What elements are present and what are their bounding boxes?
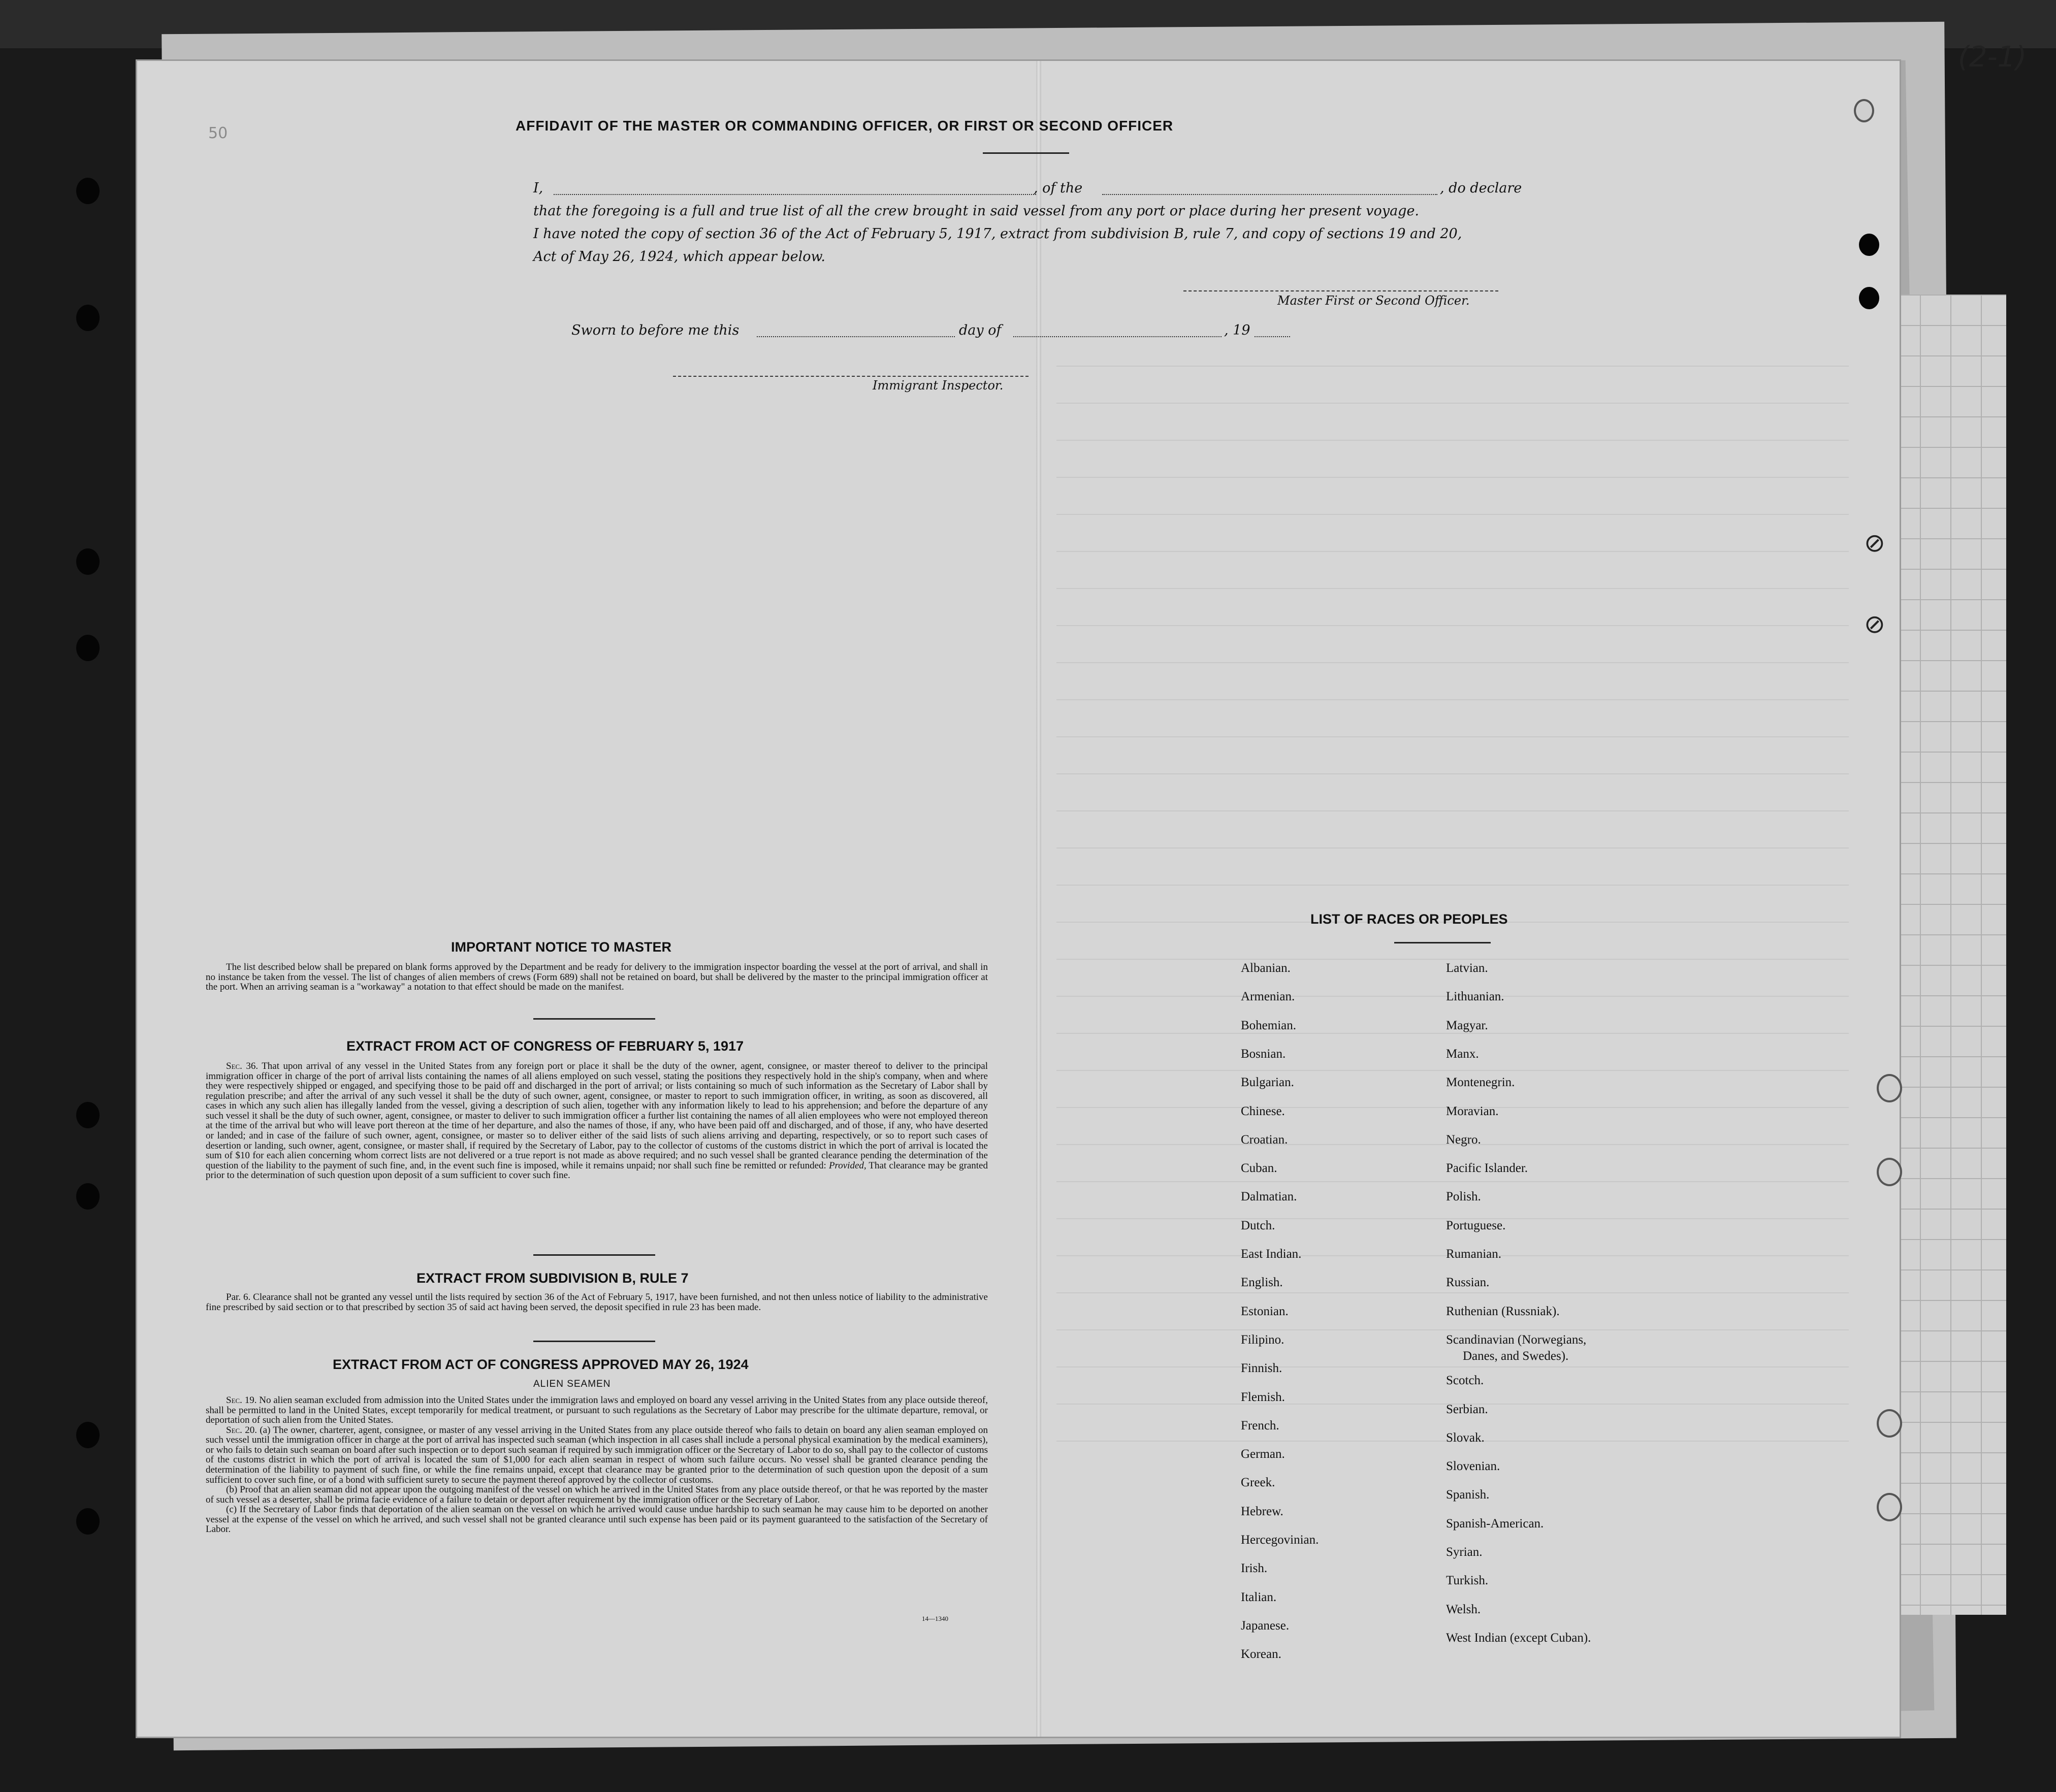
affidavit-of-the: , of the [1034, 180, 1083, 196]
race-item: Dutch. [1241, 1218, 1275, 1232]
affidavit-body-3: Act of May 26, 1924, which appear below. [533, 249, 825, 265]
section-20-label: Sec. 20. [226, 1424, 258, 1436]
race-item: French. [1241, 1418, 1279, 1432]
race-item: Slovak. [1446, 1430, 1485, 1445]
race-item: Manx. [1446, 1047, 1479, 1061]
race-item: Cuban. [1241, 1161, 1277, 1176]
punch-hole [76, 1102, 100, 1128]
race-item: Welsh. [1446, 1602, 1481, 1616]
section-rule [533, 1341, 655, 1342]
race-item: Finnish. [1241, 1361, 1282, 1376]
name-field[interactable] [554, 194, 1036, 195]
race-item: Rumanian. [1446, 1247, 1502, 1261]
year-field[interactable] [1255, 336, 1290, 337]
reinforcement-ring [1877, 1158, 1902, 1186]
race-item: Slovenian. [1446, 1459, 1500, 1474]
extract-1917-title: EXTRACT FROM ACT OF CONGRESS OF FEBRUARY 5, 1917 [346, 1038, 744, 1054]
section-19-label: Sec. 19. [226, 1395, 257, 1406]
race-item: Polish. [1446, 1190, 1481, 1204]
race-item: Bosnian. [1241, 1047, 1286, 1061]
punch-hole [76, 178, 100, 204]
race-item: English. [1241, 1276, 1283, 1290]
section-20a-text: (a) The owner, charterer, agent, consignee, or master of any vessel arriving in the United States from any place outside thereof who fails to detain on board any alien seaman employed on such vessel until the immigration officer in charge at the port of arrival has inspected such seaman (which inspection in all cases shall include a personal physical examination by the medical examiners), or who fails to detain such seaman on board after such inspection or to deport such seaman if required by such immigration officer or the Secretary of Labor to do so, shall pay to the collector of customs of the customs district in which the port of arrival is located the sum of $1,000 for each alien seaman in respect of whom such failure occurs. No vessel shall be granted clearance pending the determination of the liability to payment of such fine, or while the fine remains unpaid, except that clearance may be granted prior to the determination of such question upon the deposit of a sum sufficient to cover such fine, or of a bond with sufficient surety to secure the payment thereof approved by the collector of customs. [206, 1424, 988, 1485]
extract-1924-title: EXTRACT FROM ACT OF CONGRESS APPROVED MAY 26, 1924 [333, 1357, 749, 1372]
race-item: Hercegovinian. [1241, 1533, 1319, 1547]
sworn-day-field[interactable] [757, 336, 955, 337]
margin-number: 50 [208, 124, 228, 142]
race-item: Estonian. [1241, 1304, 1289, 1318]
month-field[interactable] [1013, 336, 1222, 337]
provided-text: That clearance may be granted prior to the determination of such question upon deposit of a sum sufficient to cover such fine. [206, 1160, 988, 1181]
race-item: Spanish. [1446, 1488, 1490, 1502]
punch-hole [76, 1422, 100, 1448]
circled-zero-mark: ⊘ [1864, 609, 1885, 639]
graph-paper-strip [1889, 295, 2006, 1615]
year-label: , 19 [1224, 322, 1250, 338]
race-item: Irish. [1241, 1561, 1268, 1576]
race-item: West Indian (except Cuban). [1446, 1631, 1591, 1645]
race-item: Pacific Islander. [1446, 1161, 1528, 1176]
section-20b: (b) Proof that an alien seaman did not appear upon the outgoing manifest of the vessel on which he arrived in the United States from any place outside thereof, or that he was reported by the master of such vessel as a deserter, shall be prima facie evidence of a failure to detain or deport after requirement by the immigration officer or the Secretary of Labor. [206, 1484, 988, 1505]
punch-hole [76, 1183, 100, 1210]
reinforcement-ring [1877, 1074, 1902, 1102]
punch-hole [1859, 287, 1879, 309]
race-item: Danes, and Swedes). [1463, 1349, 1569, 1363]
race-item: Ruthenian (Russniak). [1446, 1304, 1560, 1318]
race-item: Russian. [1446, 1276, 1490, 1290]
races-title-rule [1394, 942, 1491, 943]
section-20a [206, 1425, 988, 1485]
race-item: Spanish-American. [1446, 1516, 1544, 1530]
race-item: Montenegrin. [1446, 1076, 1515, 1090]
affidavit-declare: , do declare [1440, 180, 1522, 196]
punch-hole [76, 1508, 100, 1535]
race-item: Albanian. [1241, 961, 1291, 975]
section-19 [206, 1395, 988, 1425]
race-item: Magyar. [1446, 1018, 1488, 1032]
race-item: Portuguese. [1446, 1218, 1506, 1232]
extract-1924-body [206, 1395, 988, 1535]
punch-hole [76, 305, 100, 331]
race-item: Syrian. [1446, 1545, 1483, 1559]
vessel-field[interactable] [1102, 194, 1437, 195]
title-rule [983, 152, 1069, 154]
section-rule [533, 1018, 655, 1020]
page-fold [1036, 61, 1041, 1737]
race-item: Latvian. [1446, 961, 1488, 975]
section-19-text: No alien seaman excluded from admission into the United States under the immigration laws and employed on board any vessel arriving in the United States from any place outside thereof, shall be permitted to land in the United States, except temporarily for medical treatment, or pursuant to such regulations as the Secretary of Labor may prescribe for the ultimate departure, removal, or deportation of such alien from the United States. [206, 1395, 988, 1426]
sworn-label: Sworn to before me this [571, 322, 740, 338]
race-item: Japanese. [1241, 1618, 1290, 1633]
race-item: Scotch. [1446, 1374, 1484, 1388]
race-item: Scandinavian (Norwegians, [1446, 1332, 1587, 1347]
race-item: Korean. [1241, 1647, 1281, 1661]
races-title: LIST OF RACES OR PEOPLES [1310, 911, 1508, 927]
inspector-label: Immigrant Inspector. [873, 378, 1004, 393]
affidavit-title: AFFIDAVIT OF THE MASTER OR COMMANDING OFFICER, OR FIRST OR SECOND OFFICER [516, 118, 1174, 134]
race-item: Negro. [1446, 1132, 1481, 1147]
section-rule [533, 1254, 655, 1256]
form-number: 14—1340 [922, 1615, 948, 1622]
race-item: Croatian. [1241, 1132, 1288, 1147]
master-signature-line[interactable] [1183, 290, 1498, 291]
race-item: Italian. [1241, 1590, 1277, 1604]
race-item: Greek. [1241, 1476, 1275, 1490]
rule7-title: EXTRACT FROM SUBDIVISION B, RULE 7 [416, 1270, 689, 1286]
race-item: Dalmatian. [1241, 1190, 1297, 1204]
punch-hole [76, 548, 100, 575]
extract-1917-body [206, 1061, 988, 1181]
race-item: East Indian. [1241, 1247, 1302, 1261]
notice-title: IMPORTANT NOTICE TO MASTER [451, 939, 671, 955]
punch-hole [1859, 234, 1879, 256]
section-36-label: Sec. 36. [226, 1061, 259, 1071]
affidavit-body-1: that the foregoing is a full and true list of all the crew brought in said vessel from any port or place during her present voyage. [533, 203, 1420, 219]
race-item: Bulgarian. [1241, 1076, 1294, 1090]
section-20c: (c) If the Secretary of Labor finds that deportation of the alien seaman on the vessel on which he arrived would cause undue hardship to such seaman he may cause him to be deported on another vessel at the expense of the vessel on which he arrived, and such vessel shall not be granted clearance until such expense has been paid or its payment guaranteed to the satisfaction of the Secretary of Labor. [206, 1504, 988, 1535]
race-item: German. [1241, 1447, 1285, 1461]
day-of-label: day of [959, 322, 1002, 338]
race-item: Serbian. [1446, 1402, 1488, 1416]
punch-hole [76, 635, 100, 661]
reinforcement-ring [1877, 1493, 1902, 1521]
affidavit-body-2: I have noted the copy of section 36 of the Act of February 5, 1917, extract from subdivision B, rule 7, and copy of sections 19 and 20, [533, 226, 1462, 242]
race-item: Moravian. [1446, 1104, 1499, 1118]
corner-marking: (2-1) [1958, 41, 2027, 74]
race-item: Bohemian. [1241, 1018, 1297, 1032]
circled-zero-mark: ⊘ [1864, 528, 1885, 558]
race-item: Turkish. [1446, 1574, 1489, 1588]
race-item: Chinese. [1241, 1104, 1285, 1118]
race-item: Flemish. [1241, 1390, 1285, 1404]
reinforcement-ring [1854, 99, 1874, 122]
inspector-signature-line[interactable] [673, 376, 1029, 377]
race-item: Hebrew. [1241, 1504, 1283, 1518]
race-item: Armenian. [1241, 990, 1295, 1004]
alien-seamen-subtitle: ALIEN SEAMEN [533, 1379, 611, 1389]
provided-label: Provided, [828, 1160, 866, 1171]
race-item: Lithuanian. [1446, 990, 1504, 1004]
section-36-text: That upon arrival of any vessel in the United States from any foreign port or place it shall be the duty of the owner, agent, consignee, or master thereof to deliver to the principal immigration officer in charge of the port of arrival lists containing the names of all aliens employed on such vessel, stating the positions they respectively hold in the ship's company, when and where they were respectively shipped or engaged, and specifying those to be paid off and discharged in the port of arrival; or lists containing so much of such information as the Secretary of Labor shall by regulation prescribe; and after the arrival of any such vessel it shall be the duty of such owner, agent, consignee, or master to report to such immigration officer, in writing, as soon as discovered, all cases in which any such alien has illegally landed from the vessel, giving a description of such alien, together with any information likely to lead to his apprehension; and before the departure of any such vessel it shall be the duty of such owner, agent, consignee, or master to deliver to such immigration officer a further list containing the names of all alien employees who were not employed thereon at the time of the arrival but who will leave port thereon at the time of her departure, and also the names of those, if any, who have been paid off and discharged, and of those, if any, who have deserted or landed; and in case of the failure of such owner, agent, consignee, or master so to deliver either of the said lists of such aliens arriving and departing, respectively, or so to report such cases of desertion or landing, such owner, agent, consignee, or master shall, if required by the Secretary of Labor, pay to the collector of customs of the customs district in which the port of arrival is located the sum of $10 for each alien concerning whom correct lists are not delivered or a true report is not made as above required; and no such vessel shall be granted clearance pending the determination of the question of the liability to the payment of such fine, and, in the event such fine is imposed, while it remains unpaid; nor shall such fine be remitted or refunded: [206, 1061, 988, 1171]
reinforcement-ring [1877, 1409, 1902, 1438]
race-item: Filipino. [1241, 1332, 1284, 1347]
affidavit-i: I, [533, 180, 543, 196]
master-label: Master First or Second Officer. [1277, 294, 1470, 308]
rule7-text: Par. 6. Clearance shall not be granted any vessel until the lists required by section 36 of the Act of February 5, 1917, have been furnished, and not then unless notice of liability to the administrative fine prescribed by said section or to that prescribed by section 35 of said act having been served, the deposit specified in rule 23 has been made. [206, 1292, 988, 1313]
notice-text: The list described below shall be prepared on blank forms approved by the Department and be ready for delivery to the immigration inspector boarding the vessel at the port of arrival, and shall in no instance be taken from the vessel. The list of changes of alien members of crews (Form 689) shall not be retained on board, but shall be delivered by the master to the principal immigration officer at the port. When an arriving seaman is a "workaway" a notation to that effect should be made on the manifest. [206, 962, 988, 993]
